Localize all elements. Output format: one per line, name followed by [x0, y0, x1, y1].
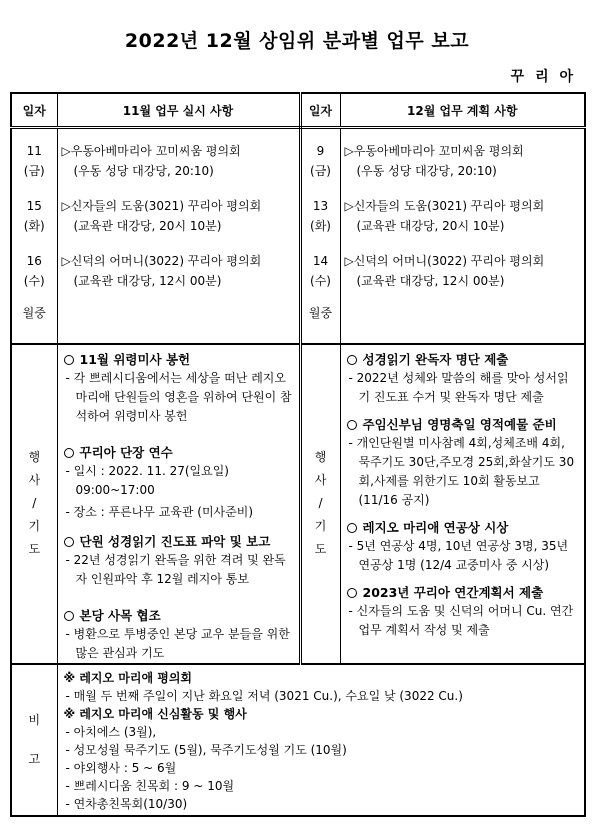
day-of-week: (화) — [23, 219, 45, 233]
remarks-heading: ※ 레지오 마리애 평의회 — [63, 670, 193, 685]
section-heading: 꾸리아 단장 연수 — [64, 443, 295, 462]
circle-bullet-icon — [347, 523, 357, 533]
section-heading: 11월 위령미사 봉헌 — [64, 350, 295, 369]
event-place: (교육관 대강당, 12시 00분) — [356, 274, 505, 288]
nov-event-1 — [62, 141, 299, 181]
label-char: 행 — [28, 450, 41, 464]
label-char: 행 — [314, 450, 327, 464]
header-nov: 11월 업무 실시 사항 — [57, 93, 300, 128]
nov-event-3 — [62, 251, 299, 291]
circle-bullet-icon — [64, 611, 74, 621]
event-place: (교육관 대강당, 12시 00분) — [73, 274, 222, 288]
day-number: 9 — [316, 144, 325, 158]
report-table — [10, 92, 586, 817]
section-item: - 5년 연공상 4명, 10년 연공상 3명, 35년 연공상 1명 (12/4 교중미사 중 시상) — [348, 538, 569, 572]
nov-event-2 — [62, 196, 299, 236]
header-date-2: 일자 — [300, 93, 340, 128]
event-name: ▷우동아베마리아 꼬미씨움 평의회 — [61, 144, 241, 158]
events-label-2 — [300, 344, 340, 664]
label-char: 비 — [28, 712, 41, 727]
event-name: ▷신자들의 도움(3021) 꾸리아 평의회 — [344, 199, 545, 213]
day-of-week: (금) — [23, 164, 45, 178]
section-heading: 성경읽기 완독자 명단 제출 — [347, 350, 581, 369]
author-name: 꾸 리 아 — [510, 69, 576, 85]
section-item: - 각 쁘레시디움에서는 세상을 떠난 레지오 마리애 단원들의 영혼을 위하여 단원이 참석하여 위령미사 봉헌 — [65, 370, 292, 423]
section-heading: 레지오 마리애 연공상 시상 — [347, 518, 581, 537]
event-place: (우동 성당 대강당, 20:10) — [73, 164, 214, 178]
section-heading: 단원 성경읽기 진도표 파악 및 보고 — [64, 532, 295, 551]
label-char: 도 — [28, 542, 41, 556]
section-item: - 병환으로 투병중인 본당 교우 분들을 위한 많은 관심과 기도 — [65, 626, 290, 660]
dec-day-2 — [302, 196, 340, 236]
section-heading: 2023년 꾸리아 연간계획서 제출 — [347, 583, 581, 602]
label-char: 고 — [28, 751, 41, 766]
section-item: - 장소 : 푸른나무 교육관 (미사준비) — [65, 504, 254, 519]
remarks-item: - 야외행사 : 5 ~ 6월 — [65, 760, 177, 775]
label-char: / — [318, 496, 323, 510]
remarks-item: - 성모성월 묵주기도 (5월), 묵주기도성월 기도 (10월) — [65, 742, 347, 757]
dec-sections — [340, 344, 585, 664]
dec-event-2 — [345, 196, 585, 236]
nov-day-2 — [12, 196, 57, 236]
dec-dates — [300, 128, 340, 344]
label-char: 도 — [314, 542, 327, 556]
dec-day-3 — [302, 251, 340, 291]
remarks-label — [11, 664, 57, 816]
circle-bullet-icon — [64, 355, 74, 365]
section-item: - 일시 : 2022. 11. 27(일요일) 09:00~17:00 — [65, 463, 229, 497]
header-row — [11, 93, 585, 128]
label-char: 사 — [314, 473, 327, 487]
circle-bullet-icon — [64, 537, 74, 547]
label-char: 기 — [314, 519, 327, 533]
event-name: ▷신덕의 어머니(3022) 꾸리아 평의회 — [344, 254, 545, 268]
document-title: 2022년 12월 상임위 분과별 업무 보고 — [124, 30, 470, 52]
section-item: - 신자들의 도움 및 신덕의 어머니 Cu. 연간 업무 계획서 작성 및 제출 — [348, 603, 574, 637]
section-heading: 본당 사목 협조 — [64, 606, 295, 625]
section-item: - 개인단원별 미사참례 4회,성체조배 4회, 묵주기도 30단,주모경 25회,화살기도 30회,사제를 위한기도 10회 활동보고 (11/16 공지) — [348, 435, 575, 507]
header-dec: 12월 업무 계획 사항 — [340, 93, 585, 128]
remarks-heading: ※ 레지오 마리애 신심활동 및 행사 — [63, 706, 247, 721]
day-of-week: (금) — [310, 164, 331, 178]
section-item: - 2022년 성체와 말씀의 해를 맞아 성서읽기 진도표 수거 및 완독자 명단 제출 — [348, 370, 569, 404]
nov-dates — [11, 128, 57, 344]
events-label — [11, 344, 57, 664]
nov-schedule — [57, 128, 300, 344]
dec-schedule — [340, 128, 585, 344]
event-place: (교육관 대강당, 20시 10분) — [356, 219, 505, 233]
circle-bullet-icon — [347, 420, 357, 430]
nov-day-3 — [12, 251, 57, 291]
day-number: 14 — [312, 254, 329, 268]
event-place: (우동 성당 대강당, 20:10) — [356, 164, 497, 178]
event-name: ▷우동아베마리아 꼬미씨움 평의회 — [344, 144, 524, 158]
label-char: / — [32, 496, 37, 510]
nov-day-1 — [12, 141, 57, 181]
day-number: 11 — [26, 144, 42, 158]
circle-bullet-icon — [347, 355, 357, 365]
monthly-label: 월중 — [22, 306, 46, 320]
schedule-row — [11, 128, 585, 344]
section-heading: 주임신부님 영명축일 영적예물 준비 — [347, 415, 581, 434]
day-of-week: (수) — [23, 274, 45, 288]
nov-sections — [57, 344, 300, 664]
remarks-item: - 매월 두 번째 주일이 지난 화요일 저녁 (3021 Cu.), 수요일 낮 (3022 Cu.) — [65, 688, 463, 703]
circle-bullet-icon — [64, 448, 74, 458]
label-char: 사 — [28, 473, 41, 487]
event-place: (교육관 대강당, 20시 10분) — [73, 219, 222, 233]
monthly-label: 월중 — [308, 306, 333, 320]
circle-bullet-icon — [347, 588, 357, 598]
day-of-week: (수) — [310, 274, 331, 288]
events-row — [11, 344, 585, 664]
event-name: ▷신덕의 어머니(3022) 꾸리아 평의회 — [61, 254, 262, 268]
remarks-item: - 연차총친목회(10/30) — [65, 796, 188, 811]
day-number: 13 — [312, 199, 329, 213]
event-name: ▷신자들의 도움(3021) 꾸리아 평의회 — [61, 199, 262, 213]
remarks-content — [57, 664, 585, 816]
label-char: 기 — [28, 519, 41, 533]
dec-day-1 — [302, 141, 340, 181]
dec-event-1 — [345, 141, 585, 181]
remarks-row — [11, 664, 585, 816]
header-date: 일자 — [11, 93, 57, 128]
section-item: - 22년 성경읽기 완독을 위한 격려 및 완독자 인원파악 후 12월 레지아 통보 — [65, 552, 286, 586]
day-number: 16 — [26, 254, 42, 268]
day-number: 15 — [26, 199, 42, 213]
remarks-item: - 쁘레시디움 친목회 : 9 ~ 10월 — [65, 778, 235, 793]
dec-event-3 — [345, 251, 585, 291]
remarks-item: - 아치에스 (3월), — [65, 724, 157, 739]
day-of-week: (화) — [310, 219, 331, 233]
